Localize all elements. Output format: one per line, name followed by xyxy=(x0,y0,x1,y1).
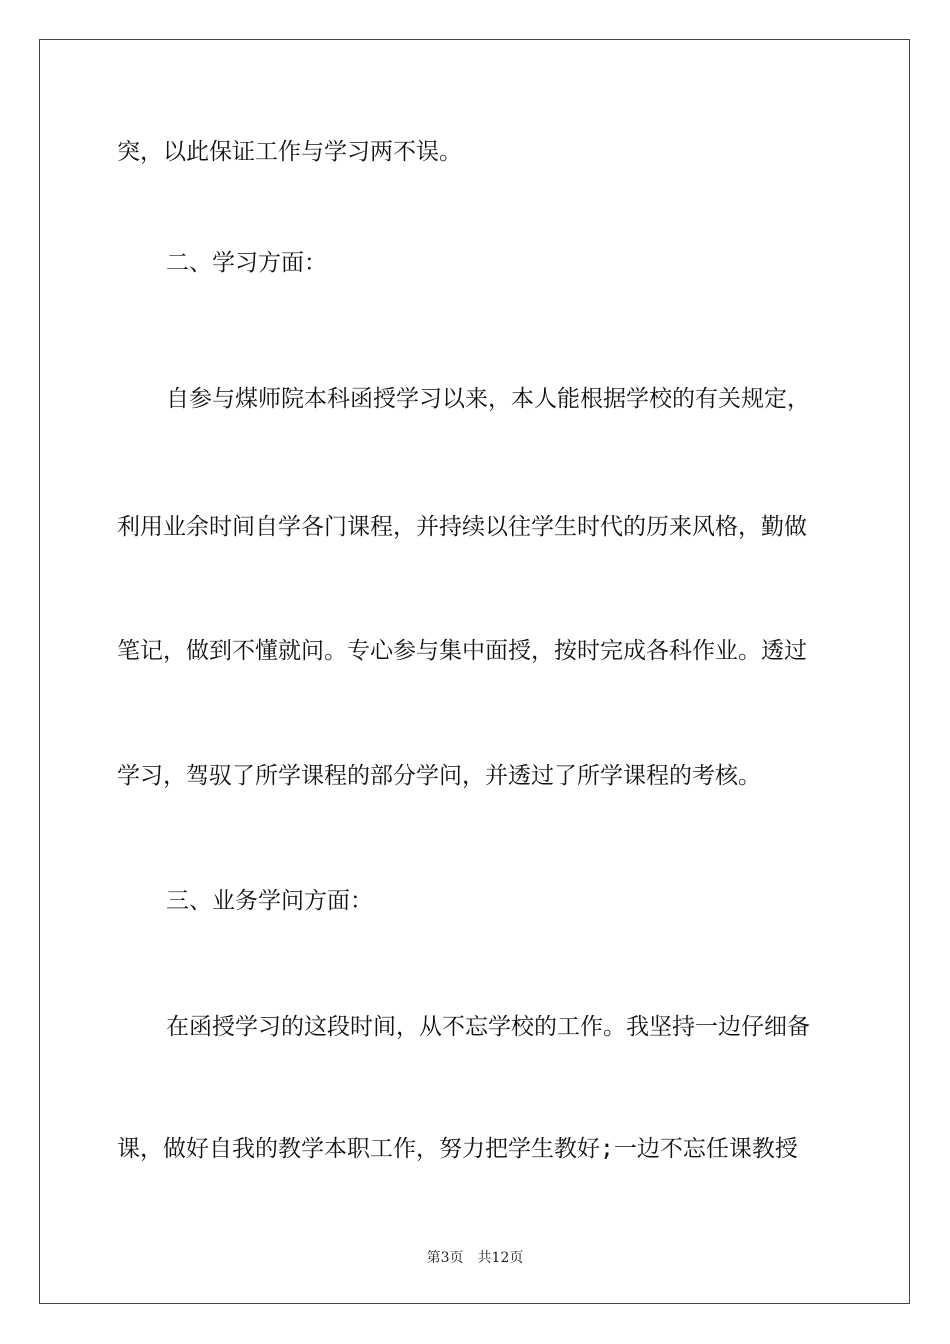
page-border xyxy=(39,39,910,1304)
page-footer xyxy=(0,1247,950,1267)
section-heading-study: 二、学习方面： xyxy=(166,250,327,276)
text-line-6: 学习，驾驭了所学课程的部分学问，并透过了所学课程的考核。 xyxy=(117,763,761,789)
section-heading-business: 三、业务学问方面： xyxy=(166,888,373,914)
text-line-3: 自参与煤师院本科函授学习以来，本人能根据学校的有关规定， xyxy=(166,386,810,412)
text-line-5: 笔记，做到不懂就问。专心参与集中面授，按时完成各科作业。透过 xyxy=(117,638,807,664)
page-number: 第3页 xyxy=(426,1250,464,1266)
page-total: 共12页 xyxy=(477,1250,524,1266)
text-line-9: 课，做好自我的教学本职工作，努力把学生教好;一边不忘任课教授 xyxy=(117,1136,798,1162)
text-line-4: 利用业余时间自学各门课程，并持续以往学生时代的历来风格，勤做 xyxy=(117,514,807,540)
text-line-8: 在函授学习的这段时间，从不忘学校的工作。我坚持一边仔细备 xyxy=(166,1014,810,1040)
text-line-1: 突，以此保证工作与学习两不误。 xyxy=(117,139,462,165)
